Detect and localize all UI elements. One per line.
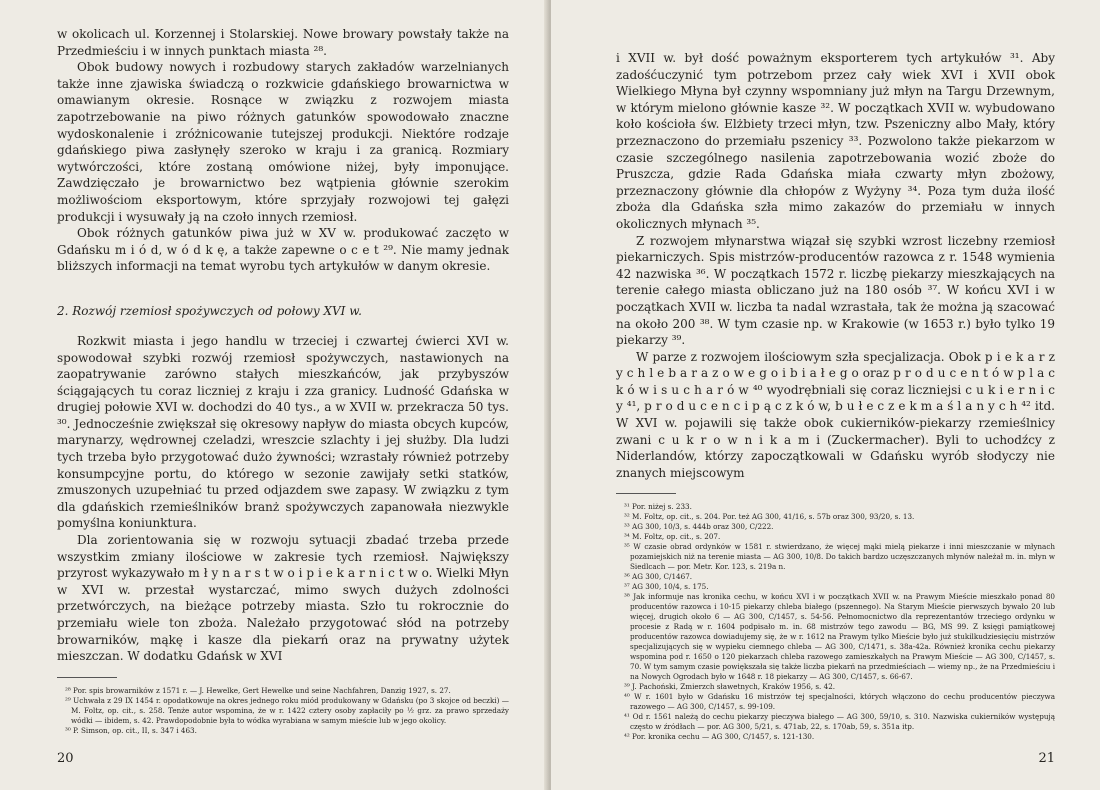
footnote: ³⁸ Jak informuje nas kronika cechu, w końcu XVI i w początkach XVII w. na Prawym Mieście mieszkało ponad 80 producentów razowca i 10-15 piekarzy chleba białego (pszennego). Na Starym Mieście pierwszych bywało 20 lub więcej, drugich około 6 — AG 300, C/1457, s. 54-56. Pełnomocnictwo dla reprezentantów trzeciego ordynku w procesie z Radą w r. 1604 podpisało m. in. 68 mistrzów tego zawodu — BG, MS 99. Z księgi pamiątkowej producentów razowca dowiadujemy się, że w r. 1612 na Prawym tylko Mieście było już stukilkudziesięciu mistrzów specjalizujących się w wypieku ciemnego chleba — AG 300, C/1471, s. 38a-42a. Również kronika cechu piekarzy wspomina pod r. 1650 o 120 piekarzach chleba razowego zamieszkałych na Prawym Mieście — AG 300, C/1457, s. 70. W tym samym czasie powiększała się także liczba piekarń na przedmieściach — wiemy np., że na Przedmieściu i na Nowych Ogrodach było w 1648 r. 18 piekarzy — AG 300, C/1457, s. 66-67. [624,592,1055,682]
footnote-rule [616,493,676,494]
right-footnotes [616,502,1055,742]
left-paragraph: Obok różnych gatunków piwa już w XV w. produkować zaczęto w Gdańsku m i ó d, w ó d k ę, a także zapewne o c e t ²⁹. Nie mamy jednak bliższych informacji na temat wyrobu tych artykułów w danym okresie. [57,226,509,274]
right-paragraph: Z rozwojem młynarstwa wiązał się szybki wzrost liczebny rzemiosł piekarniczych. Spis mistrzów-producentów razowca z r. 1548 wymienia 42 nazwiska ³⁶. W początkach 1572 r. liczbę piekarzy mieszkających na terenie całego miasta obliczano już na 180 osób ³⁷. W końcu XVI i w początkach XVII w. liczba ta nadal wzrastała, tak że można ją szacować na około 200 ³⁸. W tym czasie np. w Krakowie (w 1653 r.) było tylko 19 piekarzy ³⁹. [616,233,1055,348]
footnote: ³⁵ W czasie obrad ordynków w 1581 r. stwierdzano, że więcej mąki mielą piekarze i inni mieszczanie w młynach pozamiejskich niż na terenie miasta — AG 300, 10/8. Do takich bardzo uczęszczanych młynów należał m. in. młyn w Siedlcach — por. Metr. Kor. 123, s. 219a n. [624,542,1055,572]
footnote: ³⁴ M. Foltz, op. cit., s. 207. [624,532,721,542]
right-page [551,0,1100,790]
footnote: ³¹ Por. niżej s. 233. [624,502,692,512]
left-page [0,0,549,790]
footnote: ³⁰ P. Simson, op. cit., II, s. 347 i 463. [65,725,197,735]
footnote: ²⁸ Por. spis browarników z 1571 r. — J. Hewelke, Gert Hewelke und seine Nachfahren, Danzig 1927, s. 27. [65,685,451,695]
left-footnotes [57,686,509,736]
left-body-text [57,26,509,275]
right-body-text [616,50,1055,481]
footnote: ⁴⁰ W r. 1601 było w Gdańsku 16 mistrzów tej specjalności, których włączono do cechu producentów pieczywa razowego — AG 300, C/1457, s. 99-109. [624,692,1055,712]
left-paragraph: Dla zorientowania się w rozwoju sytuacji zbadać trzeba przede wszystkim zmiany ilościowe w zakresie tych rzemiosł. Największy przyrost wykazywało m ł y n a r s t w o i p i e k a r n i c t w o. Wielki Młyn w XVI w. przestał wystarczać, mimo swych dużych zdolności przetwórczych, na bieżące potrzeby miasta. Szło tu rokrocznie do przemiału wiele ton zboża. Należało przygotować słód na potrzeby browarników, mąkę i kasze dla piekarń oraz na prywatny użytek mieszczan. W dodatku Gdańsk w XVI [57,533,509,664]
footnote: ³² M. Foltz, op. cit., s. 204. Por. też AG 300, 41/16, s. 57b oraz 300, 93/20, s. 13. [624,512,915,522]
footnote: ⁴² Por. kronika cechu — AG 300, C/1457, s. 121-130. [624,732,815,742]
footnote: ³⁶ AG 300, C/1467. [624,572,693,582]
footnote-rule [57,677,117,678]
right-paragraph: W parze z rozwojem ilościowym szła specjalizacja. Obok p i e k a r z y c h l e b a r a z o w e g o i b i a ł e g o oraz p r o d u c e n t ó w p l a c k ó w i s u c h a r ó w ⁴⁰ wyodrębniali się coraz liczniejsi c u k i e r n i c y ⁴¹, p r o d u c e n c i p ą c z k ó w, b u ł e c z e k m a ś l a n y c h ⁴² itd. W XVI w. pojawili się także obok cukierników-piekarzy rzemieślnicy zwani c u k r o w n i k a m i (Zuckermacher). Byli to uchodźcy z Niderlandów, którzy zapoczątkowali w Gdańsku wyrób słodyczy nie znanych miejscowym [616,349,1055,480]
page-number: 20 [57,751,74,766]
footnote: ²⁹ Uchwała z 29 IX 1454 r. opodatkowuje na okres jednego roku miód produkowany w Gdańsku (po 3 skojce od beczki) — M. Foltz, op. cit., s. 258. Tenże autor wspomina, że w r. 1422 cztery osoby zapłaciły po ½ grz. za prawo sprzedaży wódki — ibidem, s. 42. Prawdopodobnie była to wódka wyrabiana w samym mieście lub w jego okolicy. [65,695,509,725]
footnote: ³³ AG 300, 10/3, s. 444b oraz 300, C/222. [624,522,774,532]
left-paragraph: Obok budowy nowych i rozbudowy starych zakładów warzelnianych także inne zjawiska świadczą o rozkwicie gdańskiego browarnictwa w omawianym okresie. Rosnące w związku z rozwojem miasta zapotrzebowanie na piwo różnych gatunków spowodowało znaczne wydoskonalenie i zróżnicowanie tutejszej produkcji. Niektóre rodzaje gdańskiego piwa zasłynęły szeroko w kraju i za granicą. Rozmiary wytwórczości, które zostaną omówione niżej, były imponujące. Zawdzięczało je browarnictwo bez wątpienia głównie szerokim możliwościom eksportowym, które sprzyjały rozwojowi tej gałęzi produkcji i wysuwały ją na czoło innych rzemiosł. [57,60,509,224]
left-paragraph: Rozkwit miasta i jego handlu w trzeciej i czwartej ćwierci XVI w. spowodował szybki rozwój rzemiosł spożywczych, nastawionych na zaopatrywanie zarówno stałych mieszkańców, jak przybyszów ściągających tu coraz liczniej z kraju i zza granicy. Ludność Gdańska w drugiej połowie XVI w. dochodzi do 40 tys., a w XVII w. przekracza 50 tys. ³⁰. Jednocześnie zwiększał się okresowy napływ do miasta obcych kupców, marynarzy, wędrownej czeladzi, wreszcie szlachty i jej służby. Dla ludzi tych trzeba było przygotować dużo żywności; wzrastały również potrzeby konsumpcyjne portu, do którego w sezonie zawijały setki statków, zmuszonych uzupełniać tu przed odjazdem swe zapasy. W związku z tym dla gdańskich rzemieślników branż spożywczych zapanowała niezwykle pomyślna koniunktura. [57,333,509,531]
page-number: 21 [1038,751,1055,766]
footnote: ³⁹ J. Pachoński, Zmierzch sławetnych, Kraków 1956, s. 42. [624,682,836,692]
left-paragraph: w okolicach ul. Korzennej i Stolarskiej. Nowe browary powstały także na Przedmieściu i w innych punktach miasta ²⁸. [57,27,509,58]
footnote: ⁴¹ Od r. 1561 należą do cechu piekarzy pieczywa białego — AG 300, 59/10, s. 310. Nazwiska cukierników występują często w źródłach — por. AG 300, 5/21, s. 471ab, 22, s. 170ab, 59, s. 351a itp. [624,712,1055,732]
left-body-text-2 [57,333,509,665]
footnote: ³⁷ AG 300, 10/4, s. 175. [624,582,709,592]
section-heading: 2. Rozwój rzemiosł spożywczych od połowy XVI w. [57,303,362,318]
right-paragraph: i XVII w. był dość poważnym eksporterem tych artykułów ³¹. Aby zadośćuczynić tym potrzebom przez cały wiek XVI i XVII obok Wielkiego Młyna był czynny wspomniany już młyn na Targu Drzewnym, w którym mielono głównie kasze ³². W początkach XVII w. wybudowano koło kościoła św. Elżbiety trzeci młyn, tzw. Pszeniczny albo Mały, który przeznaczono do przemiału pszenicy ³³. Pozwolono także piekarzom w czasie szczególnego nasilenia zapotrzebowania wozić zboże do Pruszcza, gdzie Rada Gdańska miała czwarty młyn zbożowy, przeznaczony głównie dla chłopów z Wyżyny ³⁴. Poza tym duża ilość zboża dla Gdańska szła mimo zakazów do przemiału w innych okolicznych młynach ³⁵. [616,51,1055,231]
